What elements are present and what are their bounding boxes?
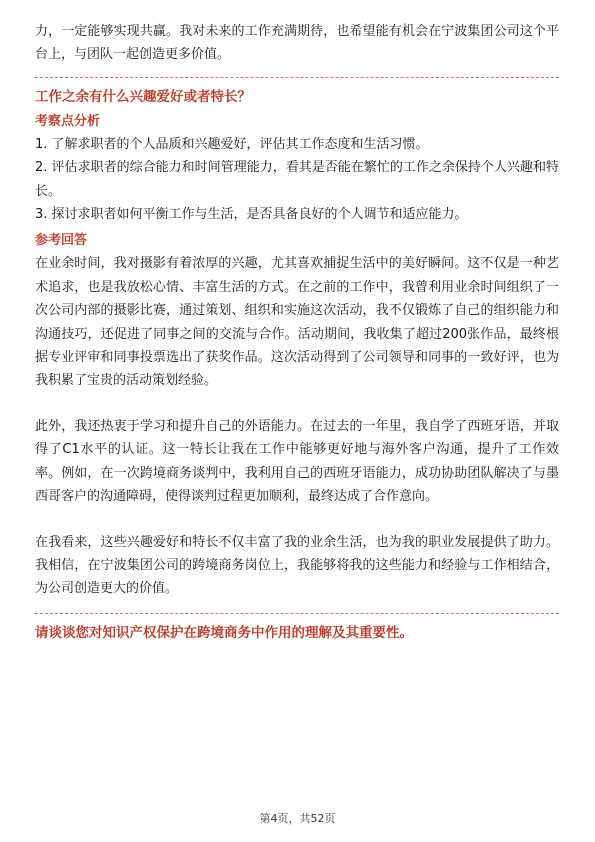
intro-paragraph: 力，一定能够实现共赢。我对未来的工作充满期待，也希望能有机会在宁波集团公司这个平台上，与团队一起创造更多价值。 [35,24,559,63]
page-content [35,20,559,647]
section-divider [35,613,559,614]
section-divider [35,77,559,78]
analysis-item: 2. 评估求职者的综合能力和时间管理能力，看其是否能在繁忙的工作之余保持个人兴趣和特长。 [35,160,559,199]
paragraph-gap [35,509,559,531]
paragraph-gap [35,393,559,415]
answer-paragraph: 在我看来，这些兴趣爱好和特长不仅丰富了我的业余生活，也为我的职业发展提供了助力。我相信，在宁波集团公司的跨境商务岗位上，我能够将我的这些能力和经验与工作相结合，为公司创造更大的价值。 [35,534,559,597]
answer-paragraph: 此外，我还热衷于学习和提升自己的外语能力。在过去的一年里，我自学了西班牙语，并取得了C1水平的认证。这一特长让我在工作中能够更好地与海外客户沟通，提升了工作效率。例如，在一次跨境商务谈判中，我利用自己的西班牙语能力，成功协助团队解决了与墨西哥客户的沟通障碍，使得谈判过程更加顺利，最终达成了合作意向。 [35,418,559,505]
next-question-heading: 请谈谈您对知识产权保护在跨境商务中作用的理解及其重要性。 [35,624,413,641]
analysis-item: 3. 探讨求职者如何平衡工作与生活，是否具备良好的个人调节和适应能力。 [35,207,468,223]
answer-paragraph: 在业余时间，我对摄影有着浓厚的兴趣，尤其喜欢捕捉生活中的美好瞬间。这不仅是一种艺术追求，也是我放松心情、丰富生活的方式。在之前的工作中，我曾利用业余时间组织了一次公司内部的摄影比赛，通过策划、组织和实施这次活动，我不仅锻炼了自己的组织能力和沟通技巧，还促进了同事之间的交流与合作。活动期间，我收集了超过200张作品，最终根据专业评审和同事投票选出了获奖作品。这次活动得到了公司领导和同事的一致好评，也为我积累了宝贵的活动策划经验。 [35,256,559,389]
page-footer: 第4页，共52页 [259,812,336,825]
analysis-item: 1. 了解求职者的个人品质和兴趣爱好，评估其工作态度和生活习惯。 [35,136,429,152]
answer-heading: 参考回答 [35,233,88,249]
analysis-heading: 考察点分析 [35,113,101,129]
question-heading: 工作之余有什么兴趣爱好或者特长？ [35,88,251,105]
